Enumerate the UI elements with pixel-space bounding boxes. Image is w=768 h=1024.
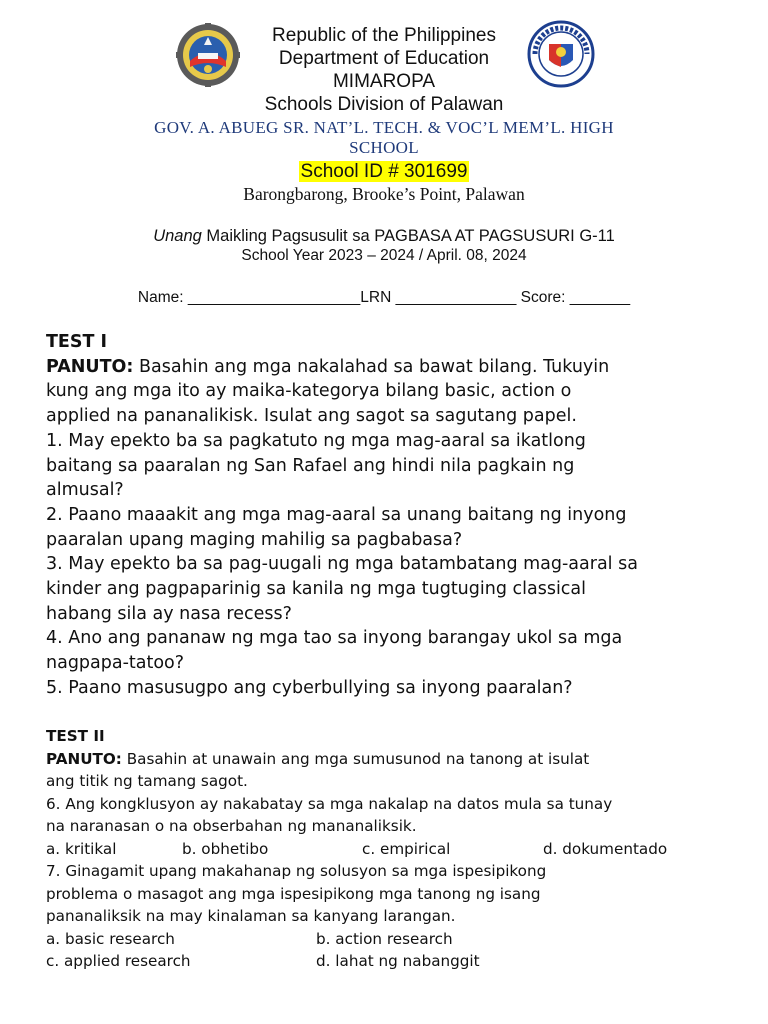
question-6-line2: na naranasan o na obserbahan ng mananaliksik. [46,817,417,835]
lrn-label: LRN [360,289,396,306]
quiz-title-main: Maikling Pagsusulit sa PAGBASA AT PAGSUSURI G-11 [201,227,615,245]
test2-heading: TEST II [46,727,105,745]
question-7-choices-row2 [46,950,667,973]
question-7-choices-row1 [46,928,667,951]
choice-b: b. obhetibo [182,839,269,858]
test1-line: 3. May epekto ba sa pag-uugali ng mga batambatang mag-aaral sa [46,554,638,575]
test2-instruction-line1 [46,748,667,771]
school-address: Barongbarong, Brooke’s Point, Palawan [243,184,525,204]
school-id: School ID # 301699 [300,161,468,182]
header-division: Schools Division of Palawan [264,94,504,115]
test1-line: 1. May epekto ba sa pagkatuto ng mga mag-aaral sa ikatlong [46,430,586,451]
test1-line: habang sila ay nasa recess? [46,603,292,624]
choice-a: a. kritikal [46,839,117,858]
test1-heading: TEST I [46,332,108,352]
choice-d: d. lahat ng nabanggit [316,952,480,970]
test2-section [46,725,667,973]
quiz-title-prefix: Unang [153,227,202,245]
question-7-line1: 7. Ginagamit upang makahanap ng solusyon sa mga ispesipikong [46,862,547,880]
choice-a: a. basic research [46,929,175,948]
test1-line: nagpapa-tatoo? [46,653,185,674]
test1-line: almusal? [46,480,124,501]
score-line[interactable]: _______ [569,289,631,306]
school-year: School Year 2023 – 2024 / April. 08, 2024 [241,247,527,264]
school-name-line1: GOV. A. ABUEG SR. NAT’L. TECH. & VOC’L MEM’L. HIGH [154,118,614,137]
test1-line: 4. Ano ang pananaw ng mga tao sa inyong barangay ukol sa mga [46,628,623,649]
test1-line: baitang sa paaralan ng San Rafael ang hindi nila pagkain ng [46,455,575,476]
question-6-choices [46,838,667,861]
choice-b: b. action research [316,929,453,948]
choice-c: c. empirical [362,839,451,858]
school-name-line2: SCHOOL [349,138,419,157]
test1-line: 2. Paano maaakit ang mga mag-aaral sa unang baitang ng inyong [46,504,627,525]
test2-panuto-text: Basahin at unawain ang mga sumusunod na tanong at isulat [121,749,590,768]
test1-panuto-label: PANUTO: [46,356,134,377]
header-republic: Republic of the Philippines [272,25,496,46]
choice-d: d. dokumentado [543,839,668,858]
choice-c: c. applied research [46,952,191,970]
lrn-line[interactable]: ______________ [395,289,517,306]
test1-section [46,330,638,701]
school-id-row [0,160,768,184]
name-label: Name: [137,289,188,306]
header-department: Department of Education [278,48,490,69]
test1-line: 5. Paano masusugpo ang cyberbullying sa inyong paaralan? [46,677,573,698]
test1-line: paaralan upang maging mahilig sa pagbabasa? [46,529,463,550]
student-info-row [0,288,768,307]
test1-instruction-line3: applied na pananalikisk. Isulat ang sagot sa sagutang papel. [46,406,577,427]
test2-instruction-line2: ang titik ng tamang sagot. [46,772,248,790]
question-7-line2: problema o masagot ang mga ispesipikong mga tanong ng isang [46,884,541,903]
test2-panuto-label: PANUTO: [46,749,122,768]
header-region: MIMAROPA [332,71,436,92]
test1-line: kinder ang pagpaparinig sa kanila ng mga tugtuging classical [46,579,587,600]
quiz-title [0,226,768,246]
question-7-line3: pananaliksik na may kinalaman sa kanyang larangan. [46,907,456,925]
test1-panuto-text: Basahin ang mga nakalahad sa bawat bilang. Tukuyin [133,356,610,377]
test1-instruction-line2: kung ang mga ito ay maika-kategorya bilang basic, action o [46,381,572,402]
score-label: Score: [516,289,570,306]
question-6-line1: 6. Ang kongklusyon ay nakabatay sa mga nakalap na datos mula sa tunay [46,794,613,813]
name-line[interactable]: ____________________ [187,289,361,306]
test1-instruction-line1 [46,355,638,380]
